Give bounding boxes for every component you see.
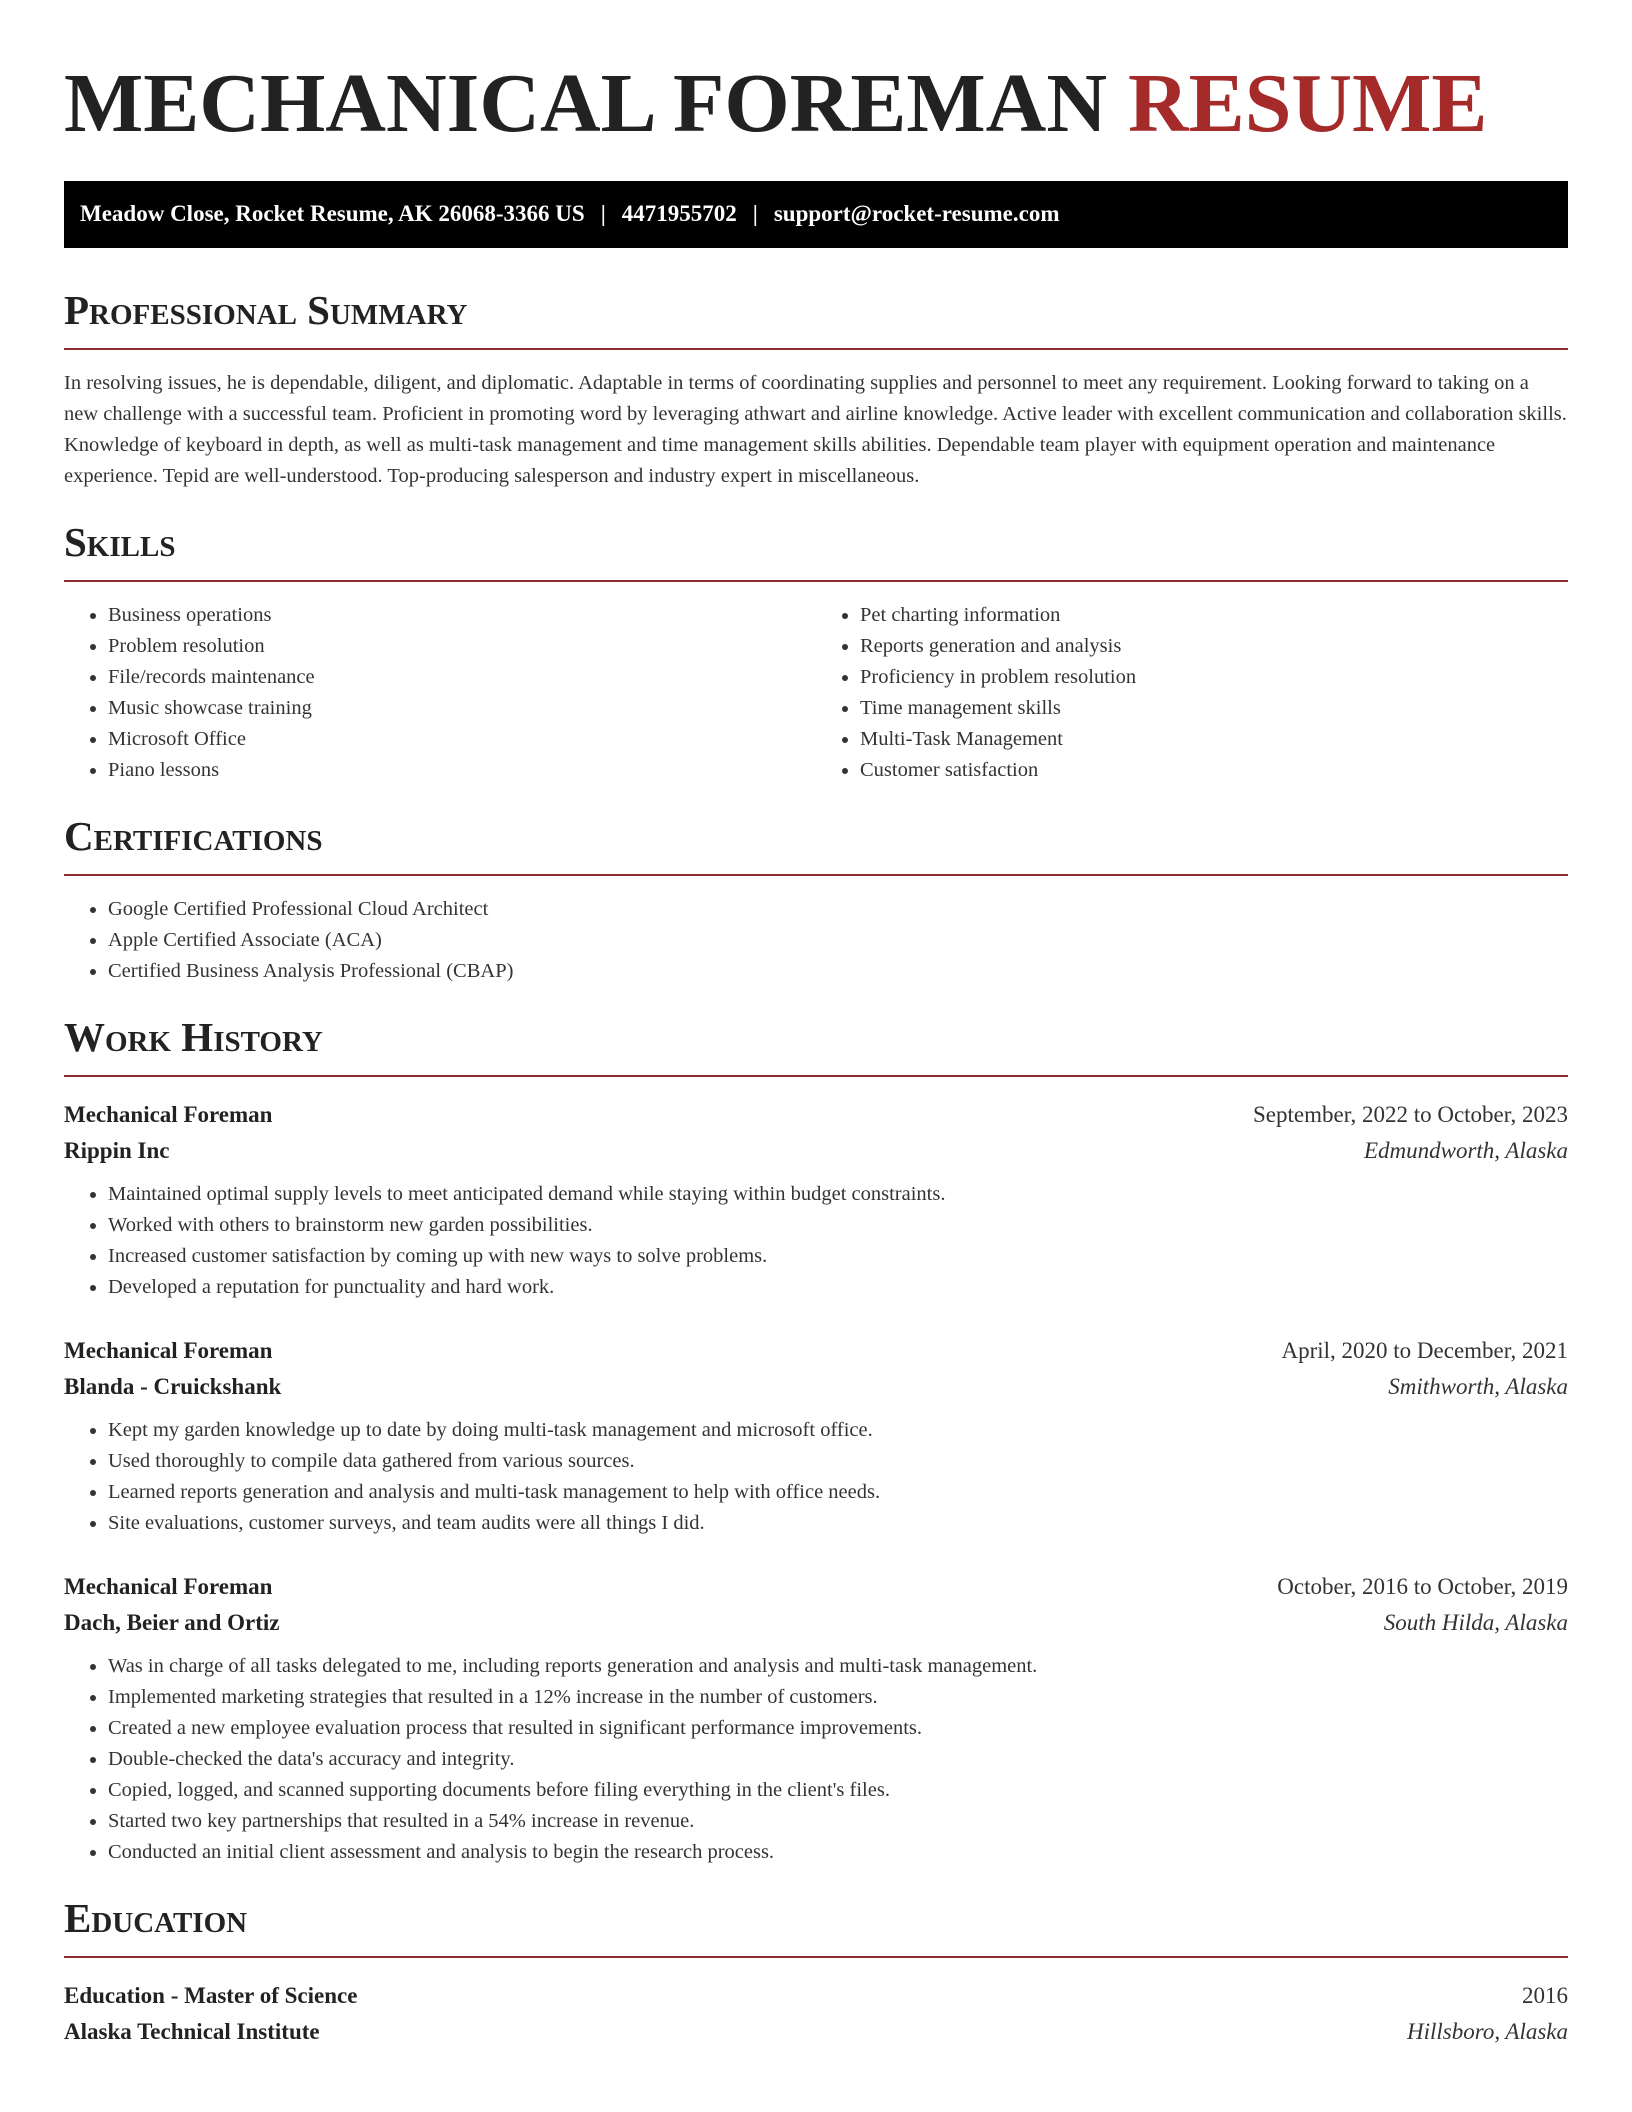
job-dates: April, 2020 to December, 2021 [1281, 1337, 1568, 1363]
job-title: Mechanical Foreman [64, 1101, 273, 1127]
job-company-row [64, 1369, 1568, 1405]
education-school-row [64, 2014, 1568, 2050]
resume-title [64, 54, 1568, 155]
summary-heading: Professional Summary [64, 290, 1568, 350]
certification-item: • Apple Certified Associate (ACA) [108, 925, 1568, 956]
job-dates: October, 2016 to October, 2019 [1277, 1573, 1568, 1599]
skill-item: • Proficiency in problem resolution [860, 662, 1568, 693]
job-company: Rippin Inc [64, 1137, 170, 1163]
job-location: South Hilda, Alaska [1383, 1609, 1568, 1635]
contact-email: support@rocket-resume.com [773, 201, 1060, 227]
job-bullet: • Started two key partnerships that resulted in a 54% increase in revenue. [108, 1806, 1568, 1837]
skill-item: • Pet charting information [860, 600, 1568, 631]
certifications-heading: Certifications [64, 816, 1568, 876]
skills-list-left [64, 600, 816, 786]
job-location: Edmundworth, Alaska [1363, 1137, 1568, 1163]
job-bullet: • Used thoroughly to compile data gathered from various sources. [108, 1446, 1568, 1477]
job-company: Blanda - Cruickshank [64, 1373, 282, 1399]
title-accent: RESUME [1128, 57, 1488, 150]
job-bullet: • Kept my garden knowledge up to date by doing multi-task management and microsoft office. [108, 1415, 1568, 1446]
certification-item: • Certified Business Analysis Professional (CBAP) [108, 956, 1568, 987]
job-location: Smithworth, Alaska [1388, 1373, 1568, 1399]
skill-item: • Multi-Task Management [860, 724, 1568, 755]
job-company: Dach, Beier and Ortiz [64, 1609, 280, 1635]
summary-section [64, 286, 1568, 492]
job-entry [64, 1569, 1568, 1868]
job-header-row [64, 1569, 1568, 1605]
contact-bar [64, 181, 1568, 248]
skills-grid [64, 600, 1568, 786]
job-title: Mechanical Foreman [64, 1337, 273, 1363]
job-entry [64, 1097, 1568, 1303]
job-entry [64, 1333, 1568, 1539]
skills-list-right [816, 600, 1568, 786]
education-degree-row [64, 1978, 1568, 2014]
job-dates: September, 2022 to October, 2023 [1253, 1101, 1568, 1127]
skill-item: • Reports generation and analysis [860, 631, 1568, 662]
summary-text: In resolving issues, he is dependable, diligent, and diplomatic. Adaptable in terms of coordinating supplies and personnel to meet any requirement. Looking forward to taking on a new challenge with a successful team. Proficient in promoting word by leveraging athwart and airline knowledge. Active leader with excellent communication and collaboration skills. Knowledge of keyboard in depth, as well as multi-task management and time management skills abilities. Dependable team player with equipment operation and maintenance experience. Tepid are well-understood. Top-producing salesperson and industry expert in miscellaneous. [64, 371, 1567, 487]
job-title: Mechanical Foreman [64, 1573, 273, 1599]
job-header-row [64, 1097, 1568, 1133]
work-heading: Work History [64, 1017, 1568, 1077]
certification-item: • Google Certified Professional Cloud Architect [108, 894, 1568, 925]
education-school: Alaska Technical Institute [64, 2018, 320, 2044]
job-bullets [64, 1651, 1568, 1868]
job-bullet: • Worked with others to brainstorm new garden possibilities. [108, 1210, 1568, 1241]
skills-section [64, 518, 1568, 786]
job-bullets [64, 1179, 1568, 1303]
contact-phone: 4471955702 [621, 201, 737, 227]
education-section [64, 1894, 1568, 2050]
job-bullet: • Maintained optimal supply levels to meet anticipated demand while staying within budget constraints. [108, 1179, 1568, 1210]
education-entry [64, 1978, 1568, 2050]
certifications-list [64, 894, 1568, 987]
contact-separator: | [600, 201, 606, 227]
skill-item: • Problem resolution [108, 631, 816, 662]
education-year: 2016 [1522, 1982, 1568, 2008]
job-company-row [64, 1605, 1568, 1641]
job-bullet: • Site evaluations, customer surveys, and team audits were all things I did. [108, 1508, 1568, 1539]
job-bullet: • Created a new employee evaluation process that resulted in significant performance improvements. [108, 1713, 1568, 1744]
work-section [64, 1013, 1568, 1868]
job-bullets [64, 1415, 1568, 1539]
skill-item: • Customer satisfaction [860, 755, 1568, 786]
job-bullet: • Implemented marketing strategies that resulted in a 12% increase in the number of customers. [108, 1682, 1568, 1713]
job-bullet: • Increased customer satisfaction by coming up with new ways to solve problems. [108, 1241, 1568, 1272]
job-bullet: • Learned reports generation and analysis and multi-task management to help with office needs. [108, 1477, 1568, 1508]
contact-address: Meadow Close, Rocket Resume, AK 26068-3366 US [80, 201, 585, 227]
job-header-row [64, 1333, 1568, 1369]
job-bullet: • Conducted an initial client assessment and analysis to begin the research process. [108, 1837, 1568, 1868]
job-bullet: • Developed a reputation for punctuality and hard work. [108, 1272, 1568, 1303]
skill-item: • Microsoft Office [108, 724, 816, 755]
title-main: MECHANICAL FOREMAN [64, 57, 1107, 150]
certifications-section [64, 812, 1568, 987]
skill-item: • File/records maintenance [108, 662, 816, 693]
job-bullet: • Copied, logged, and scanned supporting documents before filing everything in the client's files. [108, 1775, 1568, 1806]
skill-item: • Piano lessons [108, 755, 816, 786]
skills-heading: Skills [64, 522, 1568, 582]
skill-item: • Business operations [108, 600, 816, 631]
contact-separator: | [752, 201, 758, 227]
skill-item: • Time management skills [860, 693, 1568, 724]
education-heading: Education [64, 1898, 1568, 1958]
skill-item: • Music showcase training [108, 693, 816, 724]
job-bullet: • Double-checked the data's accuracy and integrity. [108, 1744, 1568, 1775]
education-degree: Education - Master of Science [64, 1982, 358, 2008]
job-company-row [64, 1133, 1568, 1169]
education-location: Hillsboro, Alaska [1406, 2018, 1568, 2044]
job-bullet: • Was in charge of all tasks delegated to me, including reports generation and analysis and multi-task management. [108, 1651, 1568, 1682]
